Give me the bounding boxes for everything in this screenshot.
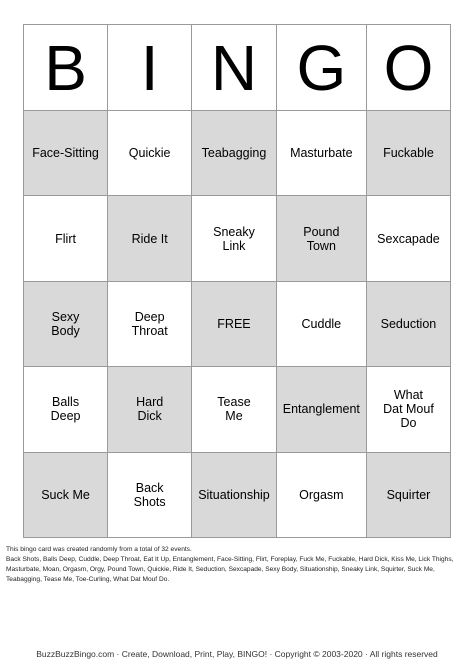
bingo-cell: Entanglement (277, 367, 367, 452)
header-letter-b: B (24, 25, 108, 111)
bingo-cell: Squirter (367, 453, 451, 538)
bingo-cell: Pound Town (277, 196, 367, 281)
bingo-cell: Suck Me (24, 453, 108, 538)
bingo-cell: Situationship (192, 453, 277, 538)
card-footnote (6, 545, 468, 585)
bingo-cell: Teabagging (192, 111, 277, 196)
bingo-cell: What Dat Mouf Do (367, 367, 451, 452)
bingo-cell: Sexy Body (24, 282, 108, 367)
bingo-card (23, 24, 451, 538)
bingo-cell: Orgasm (277, 453, 367, 538)
bingo-cell: Ride It (108, 196, 192, 281)
bingo-cell: Fuckable (367, 111, 451, 196)
bingo-cell: Masturbate (277, 111, 367, 196)
header-letter-i: I (108, 25, 192, 111)
bingo-cell: Sexcapade (367, 196, 451, 281)
bingo-cell: Hard Dick (108, 367, 192, 452)
bingo-cell: Sneaky Link (192, 196, 277, 281)
header-letter-n: N (192, 25, 277, 111)
bingo-cell: Face-Sitting (24, 111, 108, 196)
footnote-summary: This bingo card was created randomly from a total of 32 events. (6, 546, 192, 553)
bingo-cell: Flirt (24, 196, 108, 281)
free-space-cell: FREE (192, 282, 277, 367)
header-letter-g: G (277, 25, 367, 111)
bingo-cell: Deep Throat (108, 282, 192, 367)
bingo-cell: Cuddle (277, 282, 367, 367)
bingo-cell: Seduction (367, 282, 451, 367)
bingo-cell: Quickie (108, 111, 192, 196)
site-footer: BuzzBuzzBingo.com · Create, Download, Print, Play, BINGO! · Copyright © 2003-2020 · All rights reserved (36, 649, 438, 659)
footnote-event-list: Back Shots, Balls Deep, Cuddle, Deep Throat, Eat It Up, Entanglement, Face-Sitting, Flirt, Foreplay, Fuck Me, Fuckable, Hard Dick, Kiss Me, Lick Thighs, Masturbate, Moan, Orgasm, Orgy, Pound Town, Quickie, Ride It, Seduction, Sexcapade, Sexy Body, Situationship, Sneaky Link, Squirter, Suck Me, Teabagging, Tease Me, Toe-Curling, What Dat Mouf Do. (6, 556, 454, 583)
bingo-cell: Balls Deep (24, 367, 108, 452)
header-letter-o: O (367, 25, 451, 111)
bingo-cell: Tease Me (192, 367, 277, 452)
bingo-cell: Back Shots (108, 453, 192, 538)
